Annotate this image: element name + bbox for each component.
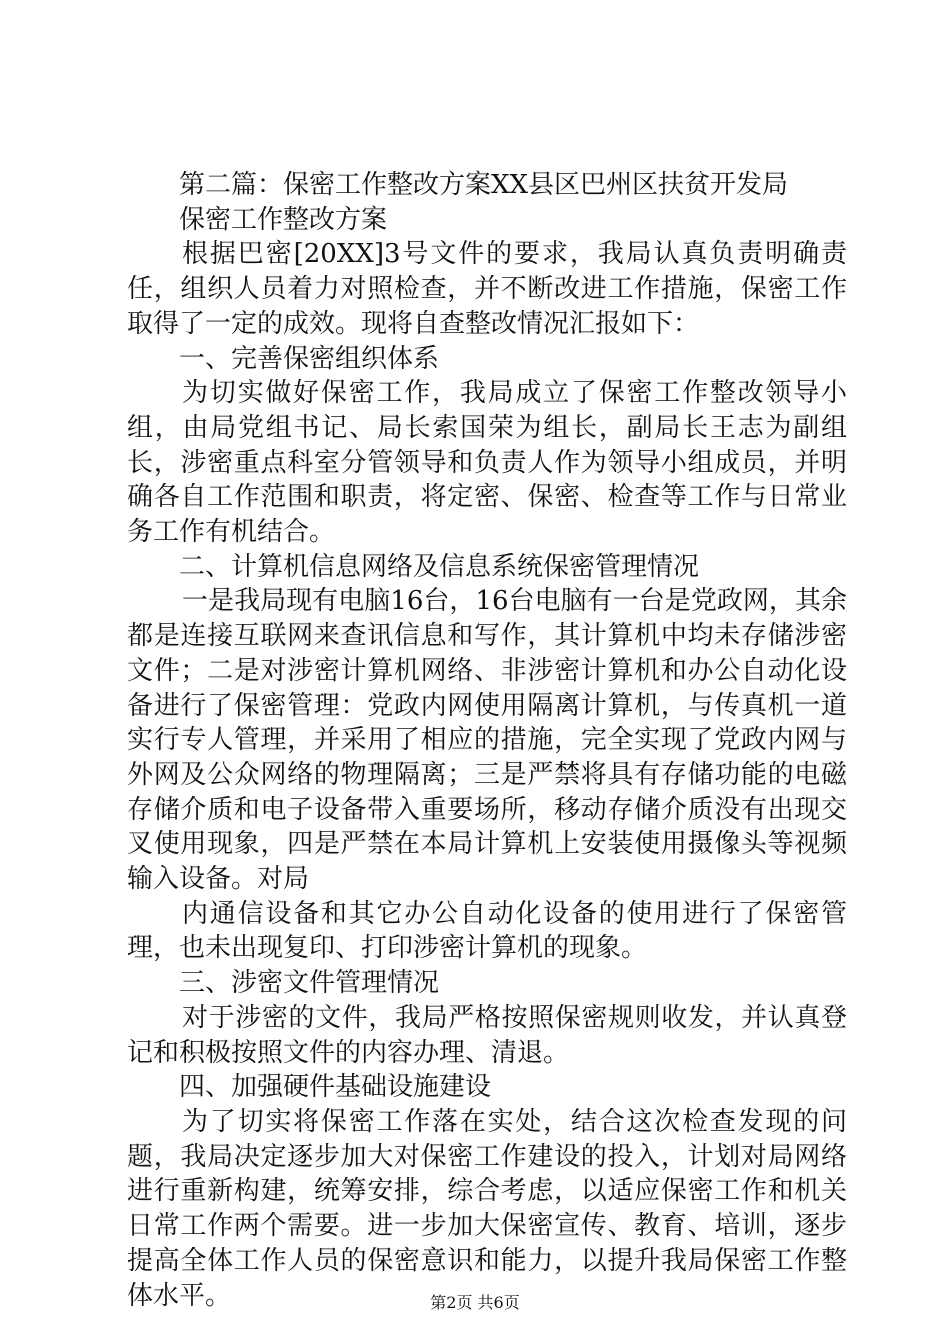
page-number: 第2页 共6页 [430, 1293, 520, 1312]
paragraph: 一是我局现有电脑16台，16台电脑有一台是党政网，其余都是连接互联网来查讯信息和写作，其计算机中均未存储涉密文件；二是对涉密计算机网络、非涉密计算机和办公自动化设备进行了保密管理：党政内网使用隔离计算机，与传真机一道实行专人管理，并采用了相应的措施，完全实现了党政内网与外网及公众网络的物理隔离；三是严禁将具有存储功能的电磁存储介质和电子设备带入重要场所，移动存储介质没有出现交叉使用现象，四是严禁在本局计算机上安装使用摄像头等视频输入设备。对局 [127, 586, 847, 895]
document-subtitle: 保密工作整改方案 [179, 204, 388, 235]
paragraph: 内通信设备和其它办公自动化设备的使用进行了保密管理，也未出现复印、打印涉密计算机的现象。 [127, 898, 847, 964]
section-heading: 四、加强硬件基础设施建设 [179, 1072, 492, 1103]
paragraph: 为了切实将保密工作落在实处，结合这次检查发现的问题，我局决定逐步加大对保密工作建设的投入，计划对局网络进行重新构建，统筹安排，综合考虑，以适应保密工作和机关日常工作两个需要。进一步加大保密宣传、教育、培训，逐步提高全体工作人员的保密意识和能力，以提升我局保密工作整体水平。 [127, 1106, 847, 1311]
paragraph: 对于涉密的文件，我局严格按照保密规则收发，并认真登记和积极按照文件的内容办理、清退。 [127, 1002, 847, 1068]
paragraph: 根据巴密[20XX]3号文件的要求，我局认真负责明确责任，组织人员着力对照检查，并不断改进工作措施，保密工作取得了一定的成效。现将自查整改情况汇报如下： [127, 239, 847, 339]
paragraph: 为切实做好保密工作，我局成立了保密工作整改领导小组，由局党组书记、局长索国荣为组长，副局长王志为副组长，涉密重点科室分管领导和负责人作为领导小组成员，并明确各自工作范围和职责，将定密、保密、检查等工作与日常业务工作有机结合。 [127, 378, 847, 548]
document-body [127, 168, 847, 1313]
document-title: 第二篇：保密工作整改方案XX县区巴州区扶贫开发局 [179, 170, 789, 200]
section-heading: 一、完善保密组织体系 [179, 343, 440, 374]
section-heading: 二、计算机信息网络及信息系统保密管理情况 [179, 551, 700, 582]
section-heading: 三、涉密文件管理情况 [179, 968, 440, 999]
